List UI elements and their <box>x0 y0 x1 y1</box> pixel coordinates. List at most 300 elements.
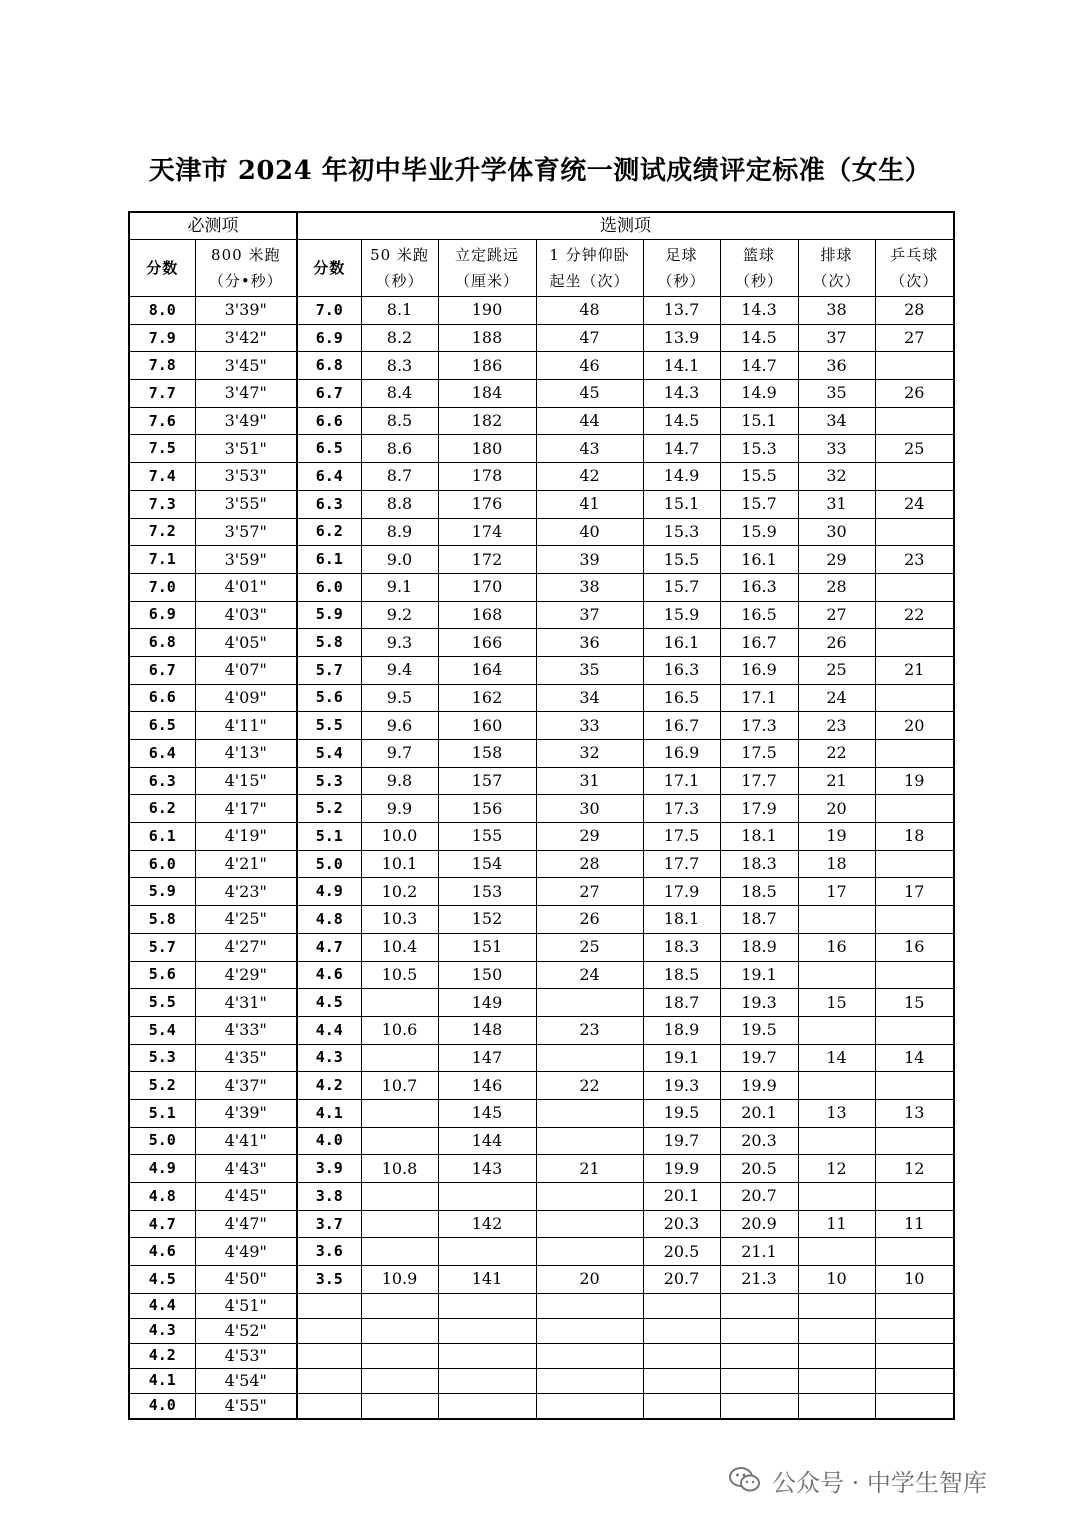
table-row <box>129 740 954 768</box>
run800-cell: 4'50" <box>195 1266 297 1294</box>
score-left-cell: 5.2 <box>129 1072 195 1100</box>
run50-cell <box>361 1343 438 1368</box>
table-row <box>129 1293 954 1318</box>
volleyball-cell: 19 <box>798 823 875 851</box>
score-left-header: 分数 <box>129 240 195 297</box>
run50-cell <box>361 1044 438 1072</box>
volleyball-cell: 16 <box>798 933 875 961</box>
long-jump-cell: 151 <box>438 933 536 961</box>
basketball-cell: 18.5 <box>720 878 798 906</box>
pingpong-cell: 20 <box>875 712 954 740</box>
volleyball-cell <box>798 1238 875 1266</box>
run800-cell: 4'09" <box>195 684 297 712</box>
score-right-cell: 4.6 <box>297 961 361 989</box>
run50-cell: 8.4 <box>361 380 438 408</box>
table-row <box>129 518 954 546</box>
run50-header-line2: （秒） <box>375 272 424 290</box>
pingpong-cell: 11 <box>875 1210 954 1238</box>
table-row <box>129 1127 954 1155</box>
run800-cell: 4'25" <box>195 906 297 934</box>
basketball-cell: 19.7 <box>720 1044 798 1072</box>
run800-cell: 4'21" <box>195 850 297 878</box>
basketball-cell: 18.9 <box>720 933 798 961</box>
score-right-cell: 4.7 <box>297 933 361 961</box>
situps-cell: 42 <box>536 463 643 491</box>
run50-cell: 10.9 <box>361 1266 438 1294</box>
football-cell: 15.5 <box>643 546 720 574</box>
basketball-cell: 19.9 <box>720 1072 798 1100</box>
long-jump-cell <box>438 1293 536 1318</box>
score-right-cell: 6.5 <box>297 435 361 463</box>
run50-cell: 8.6 <box>361 435 438 463</box>
run800-cell: 4'29" <box>195 961 297 989</box>
long-jump-cell <box>438 1368 536 1393</box>
football-cell: 14.3 <box>643 380 720 408</box>
run800-cell: 4'54" <box>195 1368 297 1393</box>
situps-cell <box>536 1238 643 1266</box>
score-left-cell: 6.3 <box>129 767 195 795</box>
run800-cell: 3'57" <box>195 518 297 546</box>
score-left-cell: 5.6 <box>129 961 195 989</box>
situps-cell: 31 <box>536 767 643 795</box>
situps-cell: 22 <box>536 1072 643 1100</box>
score-right-cell: 4.9 <box>297 878 361 906</box>
basketball-cell <box>720 1393 798 1419</box>
volleyball-cell: 12 <box>798 1155 875 1183</box>
situps-cell: 27 <box>536 878 643 906</box>
table-row <box>129 380 954 408</box>
football-cell: 14.7 <box>643 435 720 463</box>
football-cell <box>643 1343 720 1368</box>
volleyball-cell: 18 <box>798 850 875 878</box>
situps-cell: 39 <box>536 546 643 574</box>
score-right-cell: 5.9 <box>297 601 361 629</box>
score-left-cell: 5.5 <box>129 989 195 1017</box>
situps-cell: 44 <box>536 407 643 435</box>
pingpong-cell <box>875 1293 954 1318</box>
pingpong-cell: 13 <box>875 1099 954 1127</box>
long-jump-cell: 153 <box>438 878 536 906</box>
table-row <box>129 297 954 325</box>
volleyball-cell <box>798 1293 875 1318</box>
score-left-cell: 5.3 <box>129 1044 195 1072</box>
score-right-cell: 3.5 <box>297 1266 361 1294</box>
table-row <box>129 933 954 961</box>
basketball-cell: 20.7 <box>720 1183 798 1211</box>
run800-cell: 3'51" <box>195 435 297 463</box>
score-right-cell: 6.3 <box>297 490 361 518</box>
basketball-cell <box>720 1343 798 1368</box>
run800-cell: 4'23" <box>195 878 297 906</box>
score-left-cell: 6.7 <box>129 656 195 684</box>
basketball-cell: 15.3 <box>720 435 798 463</box>
score-left-cell: 4.4 <box>129 1293 195 1318</box>
basketball-cell <box>720 1318 798 1343</box>
volleyball-cell <box>798 1127 875 1155</box>
volleyball-header-line1: 排球 <box>820 246 853 264</box>
score-left-cell: 7.1 <box>129 546 195 574</box>
situps-header <box>536 240 643 297</box>
table-row <box>129 352 954 380</box>
score-right-cell: 6.0 <box>297 573 361 601</box>
table-row <box>129 850 954 878</box>
volleyball-cell: 32 <box>798 463 875 491</box>
score-left-cell: 5.4 <box>129 1016 195 1044</box>
pingpong-cell <box>875 463 954 491</box>
run800-cell: 4'37" <box>195 1072 297 1100</box>
pingpong-cell: 16 <box>875 933 954 961</box>
pingpong-cell <box>875 629 954 657</box>
run50-cell <box>361 1210 438 1238</box>
group-optional-header: 选测项 <box>297 212 954 240</box>
score-left-cell: 6.4 <box>129 740 195 768</box>
basketball-cell: 17.7 <box>720 767 798 795</box>
football-cell: 16.7 <box>643 712 720 740</box>
score-right-cell: 6.7 <box>297 380 361 408</box>
run50-cell <box>361 989 438 1017</box>
volleyball-cell <box>798 1318 875 1343</box>
run50-cell: 10.5 <box>361 961 438 989</box>
volleyball-cell: 27 <box>798 601 875 629</box>
long-jump-cell: 172 <box>438 546 536 574</box>
run50-cell: 10.8 <box>361 1155 438 1183</box>
football-cell: 14.9 <box>643 463 720 491</box>
run50-cell <box>361 1393 438 1419</box>
score-right-cell <box>297 1393 361 1419</box>
run800-cell: 3'42" <box>195 324 297 352</box>
pingpong-cell: 23 <box>875 546 954 574</box>
run50-cell: 10.1 <box>361 850 438 878</box>
long-jump-cell: 146 <box>438 1072 536 1100</box>
long-jump-cell: 143 <box>438 1155 536 1183</box>
long-jump-cell: 174 <box>438 518 536 546</box>
run800-cell: 3'55" <box>195 490 297 518</box>
football-cell: 17.3 <box>643 795 720 823</box>
long-jump-cell: 157 <box>438 767 536 795</box>
score-left-cell: 8.0 <box>129 297 195 325</box>
run50-cell <box>361 1099 438 1127</box>
long-jump-header <box>438 240 536 297</box>
situps-cell: 35 <box>536 656 643 684</box>
volleyball-cell <box>798 906 875 934</box>
long-jump-cell: 142 <box>438 1210 536 1238</box>
run50-cell: 9.7 <box>361 740 438 768</box>
long-jump-cell: 190 <box>438 297 536 325</box>
run800-cell: 3'47" <box>195 380 297 408</box>
long-jump-cell: 166 <box>438 629 536 657</box>
run50-header-line1: 50 米跑 <box>370 246 429 264</box>
pingpong-cell: 10 <box>875 1266 954 1294</box>
run50-cell <box>361 1318 438 1343</box>
basketball-cell: 21.1 <box>720 1238 798 1266</box>
score-left-cell: 7.5 <box>129 435 195 463</box>
basketball-cell: 16.5 <box>720 601 798 629</box>
basketball-cell: 17.9 <box>720 795 798 823</box>
run800-cell: 4'17" <box>195 795 297 823</box>
basketball-header <box>720 240 798 297</box>
pingpong-header <box>875 240 954 297</box>
long-jump-cell: 160 <box>438 712 536 740</box>
run800-cell: 4'27" <box>195 933 297 961</box>
pingpong-cell: 25 <box>875 435 954 463</box>
wechat-icon <box>728 1463 762 1497</box>
run50-cell: 8.1 <box>361 297 438 325</box>
pingpong-cell: 26 <box>875 380 954 408</box>
score-left-cell: 4.8 <box>129 1183 195 1211</box>
basketball-cell: 20.5 <box>720 1155 798 1183</box>
situps-cell: 38 <box>536 573 643 601</box>
long-jump-cell: 152 <box>438 906 536 934</box>
run50-header <box>361 240 438 297</box>
situps-cell <box>536 1318 643 1343</box>
volleyball-cell <box>798 1343 875 1368</box>
basketball-cell: 15.1 <box>720 407 798 435</box>
basketball-cell: 15.5 <box>720 463 798 491</box>
long-jump-cell: 154 <box>438 850 536 878</box>
table-row <box>129 1238 954 1266</box>
run800-cell: 3'53" <box>195 463 297 491</box>
situps-header-line2: 起坐（次） <box>549 272 630 290</box>
table-row <box>129 324 954 352</box>
basketball-cell: 19.3 <box>720 989 798 1017</box>
situps-cell: 24 <box>536 961 643 989</box>
long-jump-cell: 188 <box>438 324 536 352</box>
run800-cell: 4'39" <box>195 1099 297 1127</box>
run50-cell: 9.3 <box>361 629 438 657</box>
run800-cell: 3'59" <box>195 546 297 574</box>
run50-cell <box>361 1293 438 1318</box>
volleyball-cell <box>798 1072 875 1100</box>
score-left-cell: 7.6 <box>129 407 195 435</box>
score-right-cell: 5.5 <box>297 712 361 740</box>
score-right-header: 分数 <box>297 240 361 297</box>
situps-cell: 37 <box>536 601 643 629</box>
long-jump-header-line2: （厘米） <box>454 272 519 290</box>
run800-cell: 4'07" <box>195 656 297 684</box>
run50-cell: 10.3 <box>361 906 438 934</box>
basketball-cell: 14.3 <box>720 297 798 325</box>
volleyball-cell: 31 <box>798 490 875 518</box>
football-cell: 17.7 <box>643 850 720 878</box>
situps-cell <box>536 1368 643 1393</box>
run50-cell: 9.2 <box>361 601 438 629</box>
table-row <box>129 795 954 823</box>
situps-cell: 33 <box>536 712 643 740</box>
basketball-cell: 14.7 <box>720 352 798 380</box>
pingpong-cell <box>875 850 954 878</box>
football-cell: 18.1 <box>643 906 720 934</box>
group-required-header: 必测项 <box>129 212 297 240</box>
long-jump-cell: 168 <box>438 601 536 629</box>
volleyball-header-line2: （次） <box>812 272 861 290</box>
table-row <box>129 463 954 491</box>
score-left-cell: 4.6 <box>129 1238 195 1266</box>
score-left-cell: 6.0 <box>129 850 195 878</box>
football-cell: 16.1 <box>643 629 720 657</box>
pingpong-cell <box>875 1127 954 1155</box>
situps-cell: 34 <box>536 684 643 712</box>
football-cell: 19.9 <box>643 1155 720 1183</box>
run800-cell: 4'35" <box>195 1044 297 1072</box>
pingpong-cell: 27 <box>875 324 954 352</box>
run50-cell <box>361 1368 438 1393</box>
score-right-cell: 5.3 <box>297 767 361 795</box>
volleyball-cell: 37 <box>798 324 875 352</box>
run800-cell: 4'45" <box>195 1183 297 1211</box>
long-jump-cell: 144 <box>438 1127 536 1155</box>
long-jump-cell <box>438 1318 536 1343</box>
pingpong-cell <box>875 1238 954 1266</box>
run50-cell: 9.5 <box>361 684 438 712</box>
score-left-cell: 6.1 <box>129 823 195 851</box>
score-right-cell: 5.0 <box>297 850 361 878</box>
score-right-cell: 6.1 <box>297 546 361 574</box>
score-left-cell: 7.7 <box>129 380 195 408</box>
situps-cell: 20 <box>536 1266 643 1294</box>
situps-cell: 45 <box>536 380 643 408</box>
score-left-cell: 4.9 <box>129 1155 195 1183</box>
run50-cell: 10.2 <box>361 878 438 906</box>
pingpong-cell: 14 <box>875 1044 954 1072</box>
score-left-cell: 6.9 <box>129 601 195 629</box>
run800-cell: 4'05" <box>195 629 297 657</box>
long-jump-cell: 164 <box>438 656 536 684</box>
score-left-cell: 5.8 <box>129 906 195 934</box>
volleyball-cell: 24 <box>798 684 875 712</box>
run50-cell: 10.0 <box>361 823 438 851</box>
basketball-cell <box>720 1293 798 1318</box>
score-left-cell: 6.8 <box>129 629 195 657</box>
table-row <box>129 684 954 712</box>
run800-cell: 4'31" <box>195 989 297 1017</box>
long-jump-cell: 178 <box>438 463 536 491</box>
table-row <box>129 407 954 435</box>
situps-header-line1: 1 分钟仰卧 <box>549 246 630 264</box>
football-cell: 20.7 <box>643 1266 720 1294</box>
table-row <box>129 906 954 934</box>
pingpong-cell: 21 <box>875 656 954 684</box>
score-left-cell: 7.8 <box>129 352 195 380</box>
basketball-cell: 17.5 <box>720 740 798 768</box>
score-right-cell: 4.0 <box>297 1127 361 1155</box>
volleyball-cell: 15 <box>798 989 875 1017</box>
long-jump-cell: 148 <box>438 1016 536 1044</box>
football-cell: 16.3 <box>643 656 720 684</box>
table-row <box>129 823 954 851</box>
run800-cell: 4'15" <box>195 767 297 795</box>
run50-cell: 8.3 <box>361 352 438 380</box>
pingpong-cell: 22 <box>875 601 954 629</box>
run800-cell: 4'11" <box>195 712 297 740</box>
pingpong-cell <box>875 573 954 601</box>
score-right-cell: 4.2 <box>297 1072 361 1100</box>
situps-cell: 25 <box>536 933 643 961</box>
run800-cell: 4'55" <box>195 1393 297 1419</box>
basketball-cell: 19.1 <box>720 961 798 989</box>
score-right-cell: 3.9 <box>297 1155 361 1183</box>
situps-cell <box>536 1099 643 1127</box>
situps-cell: 48 <box>536 297 643 325</box>
situps-cell <box>536 989 643 1017</box>
score-right-cell: 6.9 <box>297 324 361 352</box>
basketball-cell: 16.9 <box>720 656 798 684</box>
long-jump-cell <box>438 1393 536 1419</box>
run800-cell: 4'19" <box>195 823 297 851</box>
score-left-cell: 5.1 <box>129 1099 195 1127</box>
long-jump-cell: 170 <box>438 573 536 601</box>
basketball-cell: 20.1 <box>720 1099 798 1127</box>
volleyball-cell: 23 <box>798 712 875 740</box>
football-cell: 15.3 <box>643 518 720 546</box>
run50-cell <box>361 1127 438 1155</box>
long-jump-cell: 184 <box>438 380 536 408</box>
football-header <box>643 240 720 297</box>
volleyball-cell: 38 <box>798 297 875 325</box>
score-left-cell: 6.6 <box>129 684 195 712</box>
run50-cell: 10.7 <box>361 1072 438 1100</box>
volleyball-cell: 13 <box>798 1099 875 1127</box>
situps-cell: 47 <box>536 324 643 352</box>
long-jump-cell: 156 <box>438 795 536 823</box>
pingpong-header-line1: 乒乓球 <box>890 246 939 264</box>
run50-cell: 9.1 <box>361 573 438 601</box>
volleyball-cell: 34 <box>798 407 875 435</box>
score-left-cell: 5.0 <box>129 1127 195 1155</box>
volleyball-cell: 25 <box>798 656 875 684</box>
table-row <box>129 1016 954 1044</box>
volleyball-cell: 21 <box>798 767 875 795</box>
situps-cell: 41 <box>536 490 643 518</box>
table-row <box>129 878 954 906</box>
score-left-cell: 4.2 <box>129 1343 195 1368</box>
pingpong-cell: 19 <box>875 767 954 795</box>
pingpong-cell: 12 <box>875 1155 954 1183</box>
situps-cell: 26 <box>536 906 643 934</box>
score-right-cell: 4.8 <box>297 906 361 934</box>
score-left-cell: 7.3 <box>129 490 195 518</box>
score-left-cell: 5.7 <box>129 933 195 961</box>
football-cell: 17.9 <box>643 878 720 906</box>
score-left-cell: 4.5 <box>129 1266 195 1294</box>
score-right-cell: 7.0 <box>297 297 361 325</box>
run800-cell: 4'51" <box>195 1293 297 1318</box>
table-row <box>129 1044 954 1072</box>
run800-cell: 4'49" <box>195 1238 297 1266</box>
football-cell: 19.5 <box>643 1099 720 1127</box>
volleyball-cell: 28 <box>798 573 875 601</box>
score-right-cell <box>297 1318 361 1343</box>
table-row <box>129 767 954 795</box>
long-jump-cell: 141 <box>438 1266 536 1294</box>
volleyball-cell: 29 <box>798 546 875 574</box>
pingpong-cell <box>875 518 954 546</box>
score-standards-table <box>128 211 955 1420</box>
score-right-cell <box>297 1343 361 1368</box>
basketball-cell: 16.3 <box>720 573 798 601</box>
football-cell: 13.9 <box>643 324 720 352</box>
run50-cell: 8.2 <box>361 324 438 352</box>
score-right-cell <box>297 1293 361 1318</box>
football-cell <box>643 1293 720 1318</box>
score-left-cell: 5.9 <box>129 878 195 906</box>
pingpong-cell <box>875 961 954 989</box>
volleyball-header <box>798 240 875 297</box>
score-right-cell: 4.5 <box>297 989 361 1017</box>
football-cell <box>643 1368 720 1393</box>
football-cell: 15.1 <box>643 490 720 518</box>
score-right-cell: 5.2 <box>297 795 361 823</box>
situps-cell <box>536 1044 643 1072</box>
